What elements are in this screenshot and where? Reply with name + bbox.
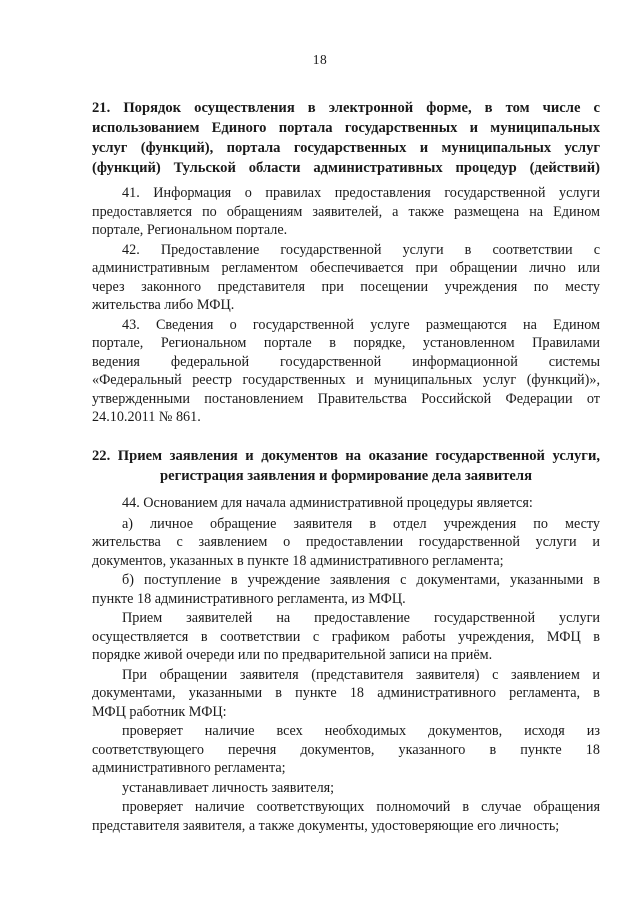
text-line: а) личное обращение заявителя в отдел учреждения по месту [122, 515, 600, 532]
text-line: «Федеральный реестр государственных и муниципальных услуг (функций)», [92, 372, 600, 388]
text-line: представителя заявителя, а также документы, удостоверяющие его личность; [92, 817, 560, 834]
text-line: утвержденными постановлением Правительства Российской Федерации от [92, 390, 600, 407]
text-line: 24.10.2011 № 861. [92, 409, 201, 425]
text-line: через законного представителя при посещении учреждения по месту [92, 278, 600, 295]
text-line: административного регламента; [92, 760, 286, 776]
text-line: 42. Предоставление государственной услуги в соответствии с [122, 241, 600, 258]
text-line: устанавливает личность заявителя; [122, 779, 335, 796]
text-line: ведения федеральной государственной информационной системы [92, 353, 600, 370]
text-line: осуществляется в соответствии с графиком работы учреждения, МФЦ в [92, 628, 600, 645]
text-line: При обращении заявителя (представителя заявителя) с заявлением и [122, 666, 600, 683]
page-number: 18 [312, 52, 328, 67]
heading-line: регистрация заявления и формирование дела заявителя [160, 468, 532, 484]
section-21 [92, 98, 600, 178]
text-line: б) поступление в учреждение заявления с документами, указанными в [122, 572, 600, 588]
text-line: 44. Основанием для начала административной процедуры является: [122, 495, 533, 511]
paragraph-identity [92, 779, 600, 798]
text-line: жительства либо МФЦ. [92, 297, 235, 313]
text-line: документов, указанных в пункте 18 административного регламента; [92, 552, 504, 569]
heading-line: использованием Единого портала государственных и муниципальных [92, 120, 600, 136]
section-21-body [92, 184, 600, 427]
heading-line: 22. Прием заявления и документов на оказание государственной услуги, [92, 448, 600, 464]
paragraph-43 [92, 316, 600, 427]
text-line: документами, указанными в пункте 18 административного регламента, в [92, 685, 600, 701]
paragraph-reception [92, 609, 600, 665]
paragraph-44-intro [92, 494, 600, 513]
item-a [92, 515, 600, 571]
item-b [92, 571, 600, 608]
text-line: Прием заявителей на предоставление государственной услуги [122, 610, 600, 626]
heading-line: услуг (функций), портала государственных и муниципальных услуг [92, 140, 600, 156]
text-line: предоставляется по обращениям заявителей, а также размещена на Едином [92, 203, 600, 220]
text-line: 41. Информация о правилах предоставления государственной услуги [122, 185, 600, 201]
text-line: портале, Региональном портале в порядке, установленном Правилами [92, 335, 600, 351]
heading-line: 21. Порядок осуществления в электронной форме, в том числе с [92, 100, 600, 116]
paragraph-authority [92, 798, 600, 835]
text-line: соответствующего перечня документов, указанного в пункте 18 [92, 741, 600, 758]
section-21-heading [92, 98, 600, 178]
text-line: жительства с заявлением о предоставлении государственной услуги и [92, 534, 600, 550]
paragraph-42 [92, 241, 600, 315]
text-line: проверяет наличие соответствующих полномочий в случае обращения [122, 799, 600, 815]
text-line: порядке живой очереди или по предварительной записи на приём. [92, 647, 493, 663]
paragraph-41 [92, 184, 600, 240]
text-line: пункте 18 административного регламента, из МФЦ. [92, 590, 406, 607]
text-line: 43. Сведения о государственной услуге размещаются на Едином [122, 316, 600, 333]
text-line: проверяет наличие всех необходимых документов, исходя из [122, 723, 600, 739]
paragraph-check-documents [92, 722, 600, 778]
paragraph-appeal [92, 666, 600, 722]
text-line: МФЦ работник МФЦ: [92, 703, 227, 720]
section-22-body [92, 494, 600, 835]
text-line: административным регламентом обеспечивается при обращении лично или [92, 260, 600, 276]
section-22 [92, 446, 600, 486]
text-line: портале, Региональном портале. [92, 222, 288, 238]
section-22-heading [92, 446, 600, 486]
heading-line: (функций) Тульской области административных процедур (действий) [92, 160, 600, 176]
